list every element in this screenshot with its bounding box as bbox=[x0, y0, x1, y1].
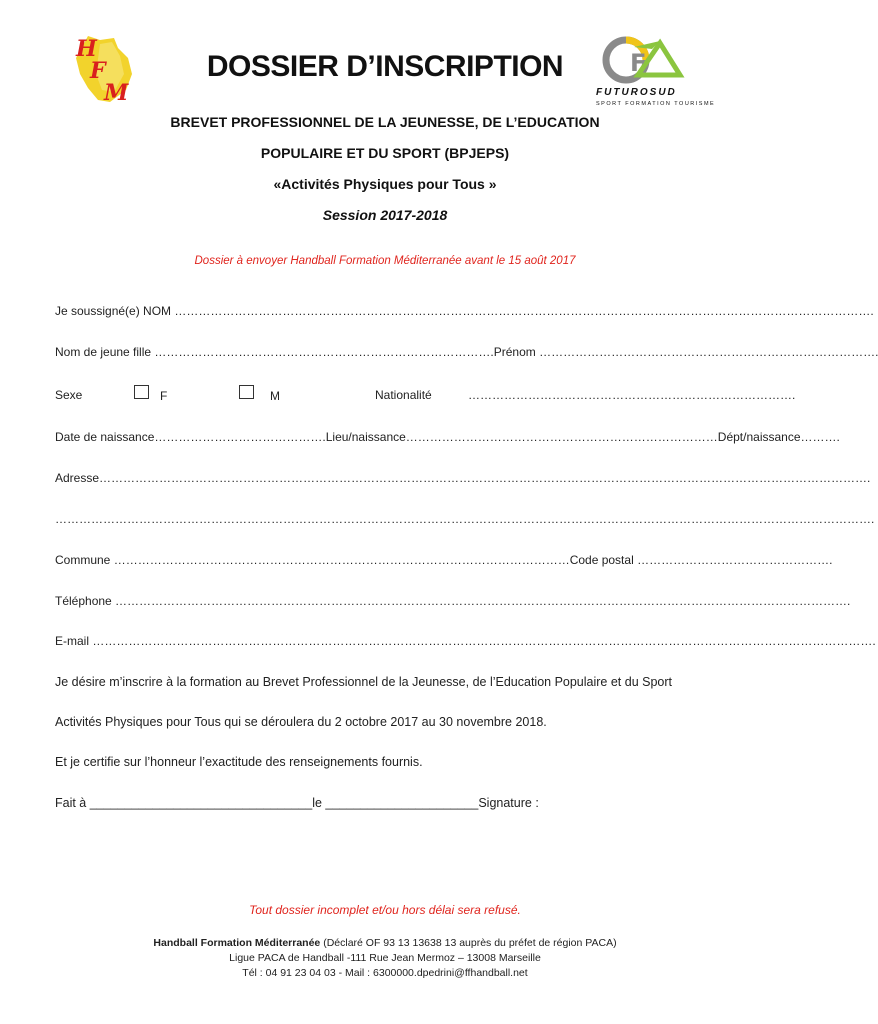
svg-text:H: H bbox=[76, 36, 97, 62]
subtitle-line-1: BREVET PROFESSIONNEL DE LA JEUNESSE, DE L’EDUCATION bbox=[170, 114, 600, 130]
field-commune-code-postal[interactable]: Commune ……………………………………………………………………………………………………Code postal …………………………………………. bbox=[55, 553, 833, 567]
nationalite-label: Nationalité bbox=[375, 388, 432, 402]
footer-org-declaration: (Déclaré OF 93 13 13638 13 auprès du préfet de région PACA) bbox=[320, 937, 617, 949]
subtitle-line-2: POPULAIRE ET DU SPORT (BPJEPS) bbox=[260, 145, 510, 161]
field-nationalite[interactable]: ………………………………………………………………………. bbox=[468, 388, 796, 402]
certification-line: Et je certifie sur l’honneur l’exactitude des renseignements fournis. bbox=[55, 755, 423, 769]
sexe-label: Sexe bbox=[55, 388, 83, 402]
sexe-f-label: F bbox=[160, 389, 168, 403]
footer-org-line bbox=[0, 937, 770, 949]
checkbox-sexe-f[interactable] bbox=[134, 385, 149, 399]
checkbox-sexe-m[interactable] bbox=[239, 385, 254, 399]
field-nom[interactable]: Je soussigné(e) NOM …………………………………………………………………………………………………………………………………………………………. bbox=[55, 304, 874, 318]
field-nom-jeune-fille-prenom[interactable]: Nom de jeune fille ………………………………………………………………………….Prénom …………………………………………………………………………. bbox=[55, 345, 878, 359]
field-email[interactable]: E-mail ……………………………………………………………………………………………………………………………………………………………………………. bbox=[55, 634, 876, 648]
subtitle-line-3: «Activités Physiques pour Tous » bbox=[273, 176, 497, 192]
field-naissance[interactable]: Date de naissance…………………………………….Lieu/naissance……………………………………………………………………Dépt/naissance………. bbox=[55, 430, 840, 444]
sexe-m-label: M bbox=[270, 389, 280, 403]
footer-address: Ligue PACA de Handball -111 Rue Jean Mermoz – 13008 Marseille bbox=[229, 952, 541, 964]
futurosud-wordmark: FUTUROSUD bbox=[596, 87, 677, 98]
fait-signature-line[interactable]: Fait à ________________________________le ______________________Signature : bbox=[55, 796, 539, 810]
session-label: Session 2017-2018 bbox=[322, 207, 448, 223]
svg-text:F: F bbox=[90, 58, 106, 84]
futurosud-tagline: SPORT FORMATION TOURISME bbox=[596, 101, 716, 107]
footer-org-name: Handball Formation Méditerranée bbox=[153, 937, 321, 949]
field-adresse[interactable]: Adresse…………………………………………………………………………………………………………………………………………………………………………. bbox=[55, 471, 871, 485]
declaration-line-1: Je désire m’inscrire à la formation au Brevet Professionnel de la Jeunesse, de l’Education Populaire et du Sport bbox=[55, 675, 673, 689]
footer-contact: Tél : 04 91 23 04 03 - Mail : 6300000.dpedrini@ffhandball.net bbox=[242, 967, 528, 979]
field-adresse-line-2[interactable]: ……………………………………………………………………………………………………………………………………………………………………………………. bbox=[55, 512, 875, 526]
page-title: DOSSIER D’INSCRIPTION bbox=[206, 50, 564, 83]
footer-warning: Tout dossier incomplet et/ou hors délai sera refusé. bbox=[249, 903, 521, 917]
svg-text:F: F bbox=[630, 49, 647, 77]
svg-text:M: M bbox=[104, 80, 129, 106]
deadline-notice: Dossier à envoyer Handball Formation Méditerranée avant le 15 août 2017 bbox=[194, 255, 576, 267]
declaration-line-2: Activités Physiques pour Tous qui se déroulera du 2 octobre 2017 au 30 novembre 2018. bbox=[55, 715, 547, 729]
field-telephone[interactable]: Téléphone …………………………………………………………………………………………………………………………………………………………………. bbox=[55, 594, 851, 608]
